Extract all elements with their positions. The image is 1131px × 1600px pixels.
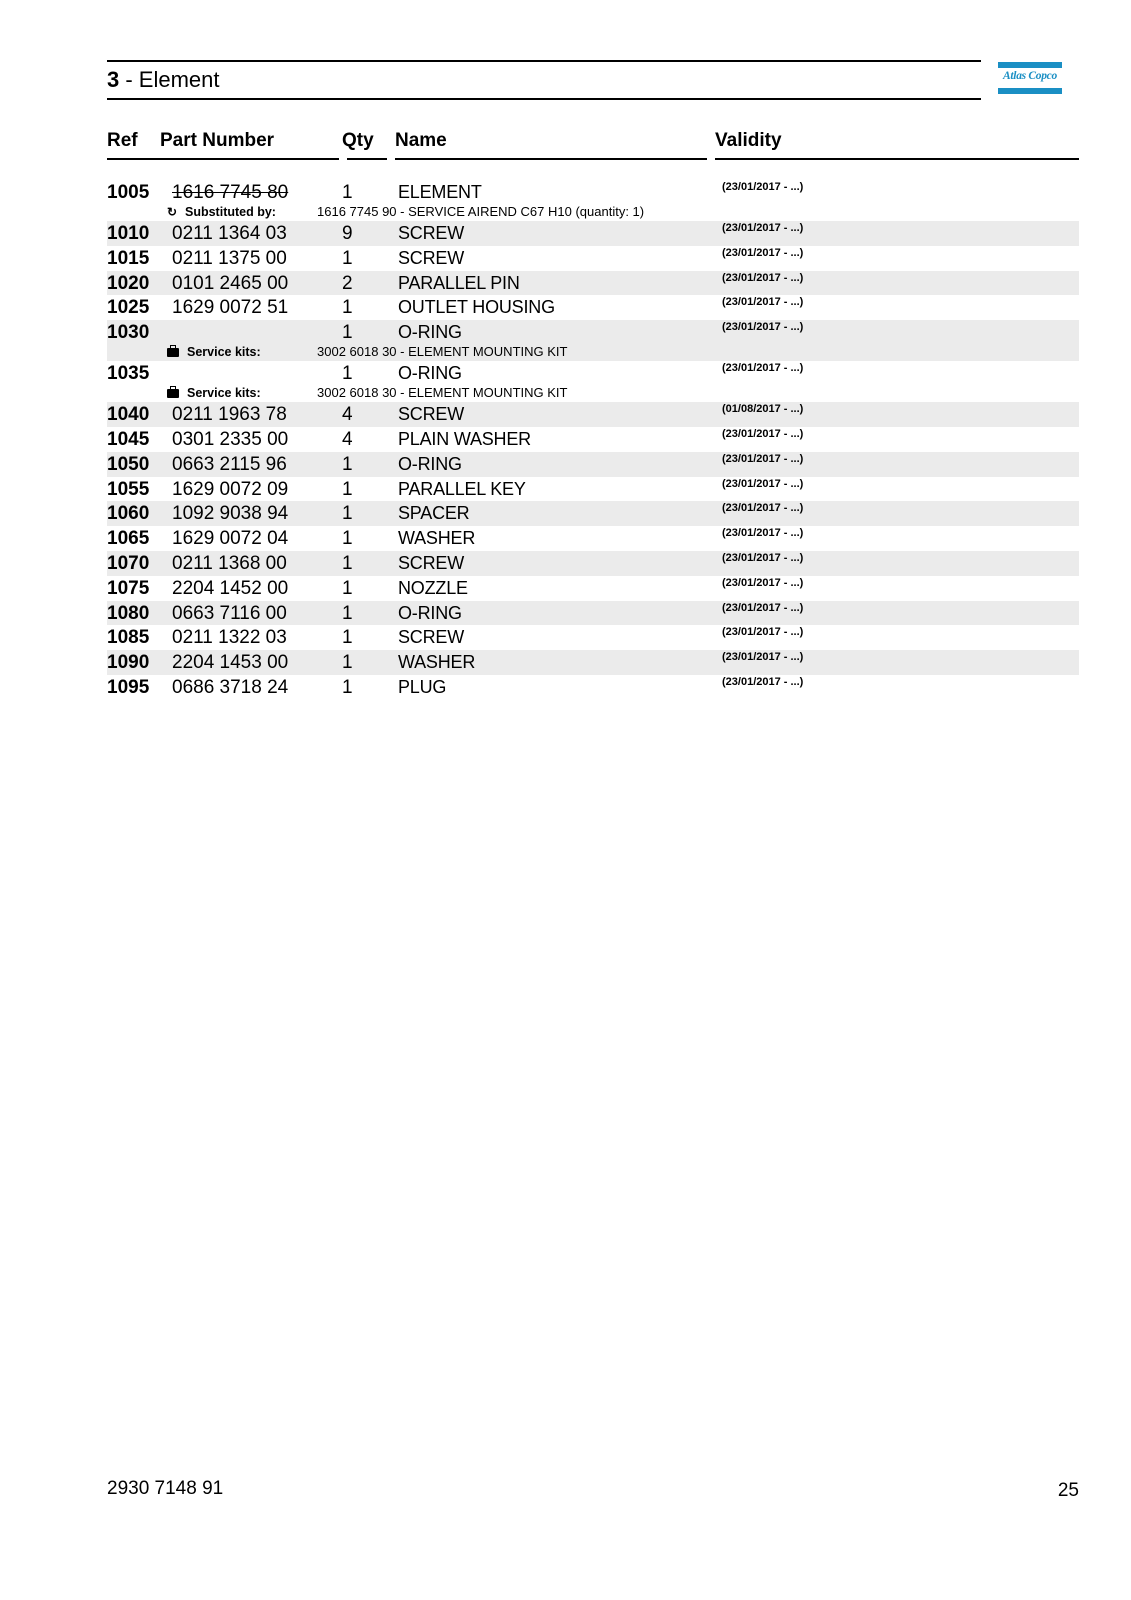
- name-cell: NOZZLE: [398, 577, 468, 598]
- ref-cell: 1020: [107, 272, 150, 294]
- table-row: [107, 246, 1079, 271]
- table-row: [107, 402, 1079, 427]
- table-row: [107, 271, 1079, 296]
- validity-cell: (23/01/2017 - ...): [722, 502, 804, 515]
- ref-cell: 1045: [107, 428, 150, 450]
- name-cell: O-RING: [398, 363, 462, 384]
- table-row: [107, 221, 1079, 246]
- part-number-cell: 0211 1375 00: [172, 247, 287, 269]
- ref-cell: 1075: [107, 577, 150, 599]
- qty-cell: 1: [342, 552, 353, 574]
- validity-cell: (23/01/2017 - ...): [722, 362, 804, 375]
- ref-cell: 1055: [107, 478, 150, 500]
- part-number-cell: 1092 9038 94: [172, 503, 289, 525]
- column-header-ref: Ref: [107, 130, 138, 151]
- column-header-qty: Qty: [342, 130, 374, 151]
- ref-cell: 1095: [107, 676, 150, 698]
- service-kits-label: [167, 386, 261, 400]
- column-header-validity: Validity: [715, 130, 782, 151]
- qty-cell: 9: [342, 223, 353, 244]
- name-cell: SPACER: [398, 503, 470, 524]
- part-number-cell: 1616 7745 80: [172, 182, 289, 203]
- part-number-cell: 0101 2465 00: [172, 272, 289, 294]
- sub-label-text: Service kits:: [187, 386, 261, 401]
- qty-cell: 1: [342, 247, 353, 269]
- table-row: [107, 650, 1079, 675]
- validity-cell: (23/01/2017 - ...): [722, 246, 804, 259]
- name-cell: PLAIN WASHER: [398, 428, 531, 449]
- section-header: [107, 60, 981, 100]
- section-number: 3: [107, 67, 120, 92]
- validity-cell: (23/01/2017 - ...): [722, 427, 804, 440]
- page-number: 25: [1057, 1480, 1079, 1501]
- qty-cell: 1: [342, 322, 353, 344]
- service-kit-link[interactable]: 3002 6018 30 - ELEMENT MOUNTING KIT: [317, 385, 568, 401]
- name-cell: SCREW: [398, 223, 464, 243]
- qty-cell: 1: [342, 627, 353, 649]
- name-cell: WASHER: [398, 652, 476, 673]
- name-cell: O-RING: [398, 602, 462, 623]
- name-cell: SCREW: [398, 552, 464, 573]
- part-number-cell: 0663 7116 00: [172, 602, 287, 624]
- qty-cell: 1: [342, 297, 353, 319]
- sub-label-text: Service kits:: [187, 345, 261, 360]
- part-number-cell: 0211 1963 78: [172, 404, 287, 426]
- qty-cell: 1: [342, 676, 353, 698]
- qty-cell: 1: [342, 363, 353, 385]
- validity-cell: (23/01/2017 - ...): [722, 527, 804, 540]
- document-number: 2930 7148 91: [107, 1478, 224, 1499]
- validity-cell: (23/01/2017 - ...): [722, 601, 804, 614]
- part-number-cell: 0686 3718 24: [172, 676, 289, 698]
- qty-cell: 1: [342, 182, 353, 203]
- ref-cell: 1080: [107, 602, 150, 624]
- validity-cell: (23/01/2017 - ...): [722, 675, 804, 688]
- ref-cell: 1050: [107, 453, 150, 475]
- name-cell: OUTLET HOUSING: [398, 297, 555, 318]
- substituted-by-label: [167, 205, 276, 219]
- table-row: [107, 180, 1079, 221]
- qty-cell: 1: [342, 453, 353, 475]
- table-row: [107, 625, 1079, 650]
- qty-cell: 4: [342, 404, 353, 426]
- qty-cell: 1: [342, 652, 353, 674]
- validity-cell: (23/01/2017 - ...): [722, 626, 804, 639]
- briefcase-icon: [167, 389, 179, 398]
- table-row: [107, 427, 1079, 452]
- name-cell: WASHER: [398, 528, 476, 549]
- sub-label-text: Substituted by:: [185, 205, 276, 219]
- name-cell: SCREW: [398, 404, 464, 425]
- table-row: [107, 477, 1079, 502]
- section-title: [107, 67, 220, 93]
- validity-cell: (23/01/2017 - ...): [722, 576, 804, 589]
- table-row: [107, 501, 1079, 526]
- ref-cell: 1040: [107, 404, 150, 426]
- part-number-cell: 1629 0072 04: [172, 528, 289, 550]
- qty-cell: 1: [342, 503, 353, 525]
- name-cell: O-RING: [398, 322, 462, 343]
- name-cell: PLUG: [398, 676, 447, 697]
- atlas-copco-logo: [998, 62, 1062, 94]
- column-header-rule: [107, 158, 1079, 160]
- refresh-icon: ↻: [167, 205, 178, 219]
- table-row: [107, 361, 1079, 402]
- part-number-cell: 0301 2335 00: [172, 428, 289, 450]
- table-row: [107, 526, 1079, 551]
- part-number-cell: 1629 0072 51: [172, 297, 289, 319]
- validity-cell: (23/01/2017 - ...): [722, 296, 804, 309]
- name-cell: PARALLEL KEY: [398, 478, 526, 499]
- parts-table: [107, 180, 1079, 700]
- table-row: [107, 295, 1079, 320]
- qty-cell: 2: [342, 272, 353, 294]
- table-row: [107, 576, 1079, 601]
- ref-cell: 1025: [107, 297, 150, 319]
- part-number-cell: 0211 1368 00: [172, 552, 287, 574]
- ref-cell: 1035: [107, 363, 150, 385]
- column-header-name: Name: [395, 130, 447, 151]
- column-header-part-number: Part Number: [160, 130, 275, 151]
- validity-cell: (23/01/2017 - ...): [722, 452, 804, 465]
- substitute-part-link[interactable]: 1616 7745 90 - SERVICE AIREND C67 H10 (quantity: 1): [317, 204, 645, 219]
- ref-cell: 1015: [107, 247, 150, 269]
- validity-cell: (23/01/2017 - ...): [722, 181, 804, 193]
- qty-cell: 4: [342, 428, 353, 450]
- part-number-cell: 0211 1364 03: [172, 223, 287, 244]
- table-row: [107, 551, 1079, 576]
- service-kit-link[interactable]: 3002 6018 30 - ELEMENT MOUNTING KIT: [317, 344, 568, 360]
- validity-cell: (23/01/2017 - ...): [722, 551, 804, 564]
- table-row: [107, 601, 1079, 626]
- part-number-cell: 2204 1453 00: [172, 652, 289, 674]
- qty-cell: 1: [342, 478, 353, 500]
- part-number-cell: 0211 1322 03: [172, 627, 287, 649]
- validity-cell: (23/01/2017 - ...): [722, 477, 804, 490]
- name-cell: SCREW: [398, 627, 464, 648]
- name-cell: O-RING: [398, 453, 462, 474]
- qty-cell: 1: [342, 602, 353, 624]
- table-row: [107, 320, 1079, 361]
- ref-cell: 1090: [107, 652, 150, 674]
- validity-cell: (23/01/2017 - ...): [722, 222, 804, 234]
- ref-cell: 1085: [107, 627, 150, 649]
- part-number-cell: 0663 2115 96: [172, 453, 287, 475]
- section-name: - Element: [119, 67, 220, 92]
- logo-text: Atlas Copco: [1003, 70, 1057, 82]
- part-number-cell: 2204 1452 00: [172, 577, 289, 599]
- briefcase-icon: [167, 348, 179, 357]
- ref-cell: 1010: [107, 223, 150, 244]
- ref-cell: 1005: [107, 182, 150, 203]
- name-cell: ELEMENT: [398, 182, 482, 202]
- service-kits-label: [167, 345, 261, 359]
- table-row: [107, 452, 1079, 477]
- ref-cell: 1070: [107, 552, 150, 574]
- name-cell: PARALLEL PIN: [398, 272, 520, 293]
- table-row: [107, 675, 1079, 700]
- validity-cell: (23/01/2017 - ...): [722, 271, 804, 284]
- ref-cell: 1065: [107, 528, 150, 550]
- qty-cell: 1: [342, 577, 353, 599]
- validity-cell: (23/01/2017 - ...): [722, 321, 804, 334]
- validity-cell: (01/08/2017 - ...): [722, 403, 804, 416]
- name-cell: SCREW: [398, 247, 464, 268]
- ref-cell: 1030: [107, 322, 150, 344]
- part-number-cell: 1629 0072 09: [172, 478, 289, 500]
- ref-cell: 1060: [107, 503, 150, 525]
- qty-cell: 1: [342, 528, 353, 550]
- validity-cell: (23/01/2017 - ...): [722, 651, 804, 664]
